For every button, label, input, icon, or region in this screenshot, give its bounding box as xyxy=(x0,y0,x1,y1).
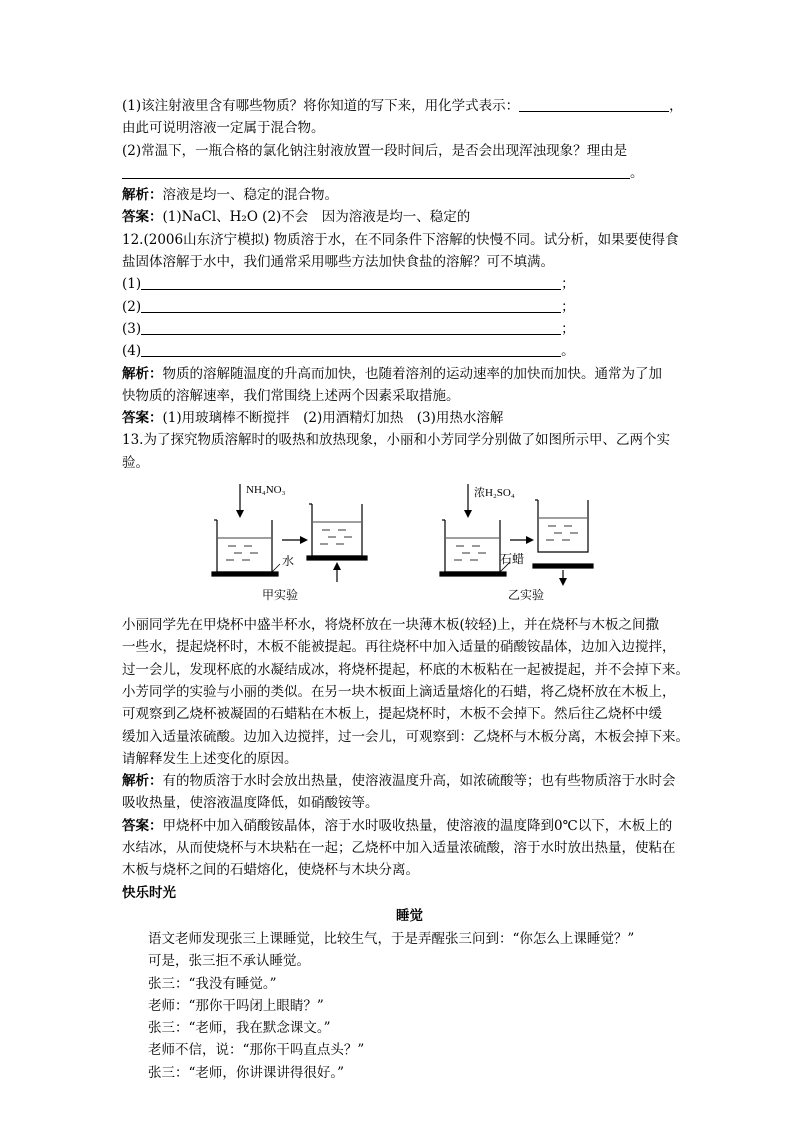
q13-answer-line2: 水结冰，从而使烧杯与木块粘在一起；乙烧杯中加入适量浓硫酸，溶于水时放出热量，使粘在 xyxy=(122,840,676,857)
q12-analysis-line1: 解析：物质的溶解随温度的升高而加快，也随着溶剂的运动速率的加快而加快。通常为了加 xyxy=(122,365,662,382)
q13-stem-line2: 验。 xyxy=(122,454,149,471)
q12-blank-4: (4) 。 xyxy=(122,343,575,360)
q12-blank-2: (2) ； xyxy=(122,298,575,315)
fun-line-1: 语文老师发现张三上课睡觉，比较生气，于是弄醒张三问到：“你怎么上课睡觉？” xyxy=(148,930,635,947)
q13-stem-line1: 13.为了探究物质溶解时的吸热和放热现象，小丽和小芳同学分别做了如图所示甲、乙两个实 xyxy=(122,432,670,449)
q13-analysis-line2: 吸收热量，使溶液温度降低，如硝酸铵等。 xyxy=(122,795,379,812)
fun-line-7: 张三：“老师，你讲课讲得很好。” xyxy=(148,1064,345,1081)
q12-stem-line2: 盐固体溶解于水中，我们通常采用哪些方法加快食盐的溶解？可不填满。 xyxy=(122,254,554,271)
q11-part2-blank-line: 。 xyxy=(122,162,697,184)
q13-body-1: 小丽同学先在甲烧杯中盛半杯水，将烧杯放在一块薄木板(较轻)上，并在烧杯与木板之间撒 xyxy=(122,617,660,634)
right-caption: 乙实验 xyxy=(508,588,545,603)
q12-blank-1: (1) ； xyxy=(122,276,575,293)
q11-part1: (1)该注射液里含有哪些物质？将你知道的写下来，用化学式表示： ， xyxy=(122,98,683,114)
q11-analysis: 解析：溶液是均一、稳定的混合物。 xyxy=(122,187,338,204)
q12-answer: 答案：(1)用玻璃棒不断搅拌 (2)用酒精灯加热 (3)用热水溶解 xyxy=(122,410,504,427)
paraffin-label: 石蜡 xyxy=(500,552,525,567)
fun-line-2: 可是，张三拒不承认睡觉。 xyxy=(148,953,310,970)
answer-blank[interactable] xyxy=(519,97,669,112)
h2so4-label: 浓H₂SO₄ xyxy=(474,487,515,500)
fun-line-4: 老师：“那你干吗闭上眼睛？” xyxy=(148,997,324,1014)
q13-body-7: 请解释发生上述变化的原因。 xyxy=(122,750,298,767)
answer-blank[interactable] xyxy=(141,298,561,313)
q13-answer-line1: 答案：甲烧杯中加入硝酸铵晶体，溶于水时吸收热量，使溶液的温度降到0℃以下，木板上的 xyxy=(122,817,673,834)
fun-line-5: 张三：“老师，我在默念课文。” xyxy=(148,1020,331,1037)
fun-title: 睡觉 xyxy=(396,907,423,924)
answer-blank[interactable] xyxy=(141,342,561,357)
q13-body-6: 缓加入适量浓硫酸。边加入边搅拌，过一会儿，可观察到：乙烧杯与木板分离，木板会掉下来。 xyxy=(122,728,689,745)
left-caption: 甲实验 xyxy=(262,588,299,603)
fun-line-6: 老师不信，说：“那你干吗直点头？” xyxy=(148,1042,365,1059)
experiment-figure xyxy=(122,480,697,608)
q12-stem-line1: 12.(2006山东济宁模拟) 物质溶于水，在不同条件下溶解的快慢不同。试分析，如果要使得食 xyxy=(122,231,679,248)
fun-heading: 快乐时光 xyxy=(122,884,176,901)
answer-blank[interactable] xyxy=(141,275,561,290)
nh4no3-label: NH₄NO₃ xyxy=(246,484,286,497)
q12-blank-3: (3) ； xyxy=(122,320,575,337)
experiment-diagram xyxy=(122,480,697,608)
q13-body-3: 过一会儿，发现杯底的水凝结成冰，将烧杯提起，杯底的木板粘在一起被提起，并不会掉下来。 xyxy=(122,661,689,678)
water-label: 水 xyxy=(282,554,295,569)
q11-answer: 答案：(1)NaCl、H₂O (2)不会 因为溶液是均一、稳定的 xyxy=(122,209,471,226)
fun-line-3: 张三：“我没有睡觉。” xyxy=(148,975,277,992)
q13-body-2: 一些水，提起烧杯时，木板不能被提起。再往烧杯中加入适量的硝酸铵晶体，边加入边搅拌， xyxy=(122,639,676,656)
q11-part2: (2)常温下，一瓶合格的氯化钠注射液放置一段时间后，是否会出现浑浊现象？理由是 xyxy=(122,142,628,159)
q12-analysis-line2: 快物质的溶解速率，我们常围绕上述两个因素采取措施。 xyxy=(122,387,460,404)
q13-answer-line3: 木板与烧杯之间的石蜡熔化，使烧杯与木块分离。 xyxy=(122,862,419,879)
q11-part1-cont: 由此可说明溶液一定属于混合物。 xyxy=(122,120,325,137)
q13-body-5: 可观察到乙烧杯被凝固的石蜡粘在木板上，提起烧杯时，木板不会掉下。然后往乙烧杯中缓 xyxy=(122,706,662,723)
answer-blank[interactable] xyxy=(141,320,561,335)
q13-analysis-line1: 解析：有的物质溶于水时会放出热量，使溶液温度升高，如浓硫酸等；也有些物质溶于水时会 xyxy=(122,773,676,790)
q13-body-4: 小芳同学的实验与小丽的类似。在另一块木板面上滴适量熔化的石蜡，将乙烧杯放在木板上， xyxy=(122,683,676,700)
answer-blank[interactable] xyxy=(122,164,630,179)
document-page xyxy=(122,95,697,1084)
